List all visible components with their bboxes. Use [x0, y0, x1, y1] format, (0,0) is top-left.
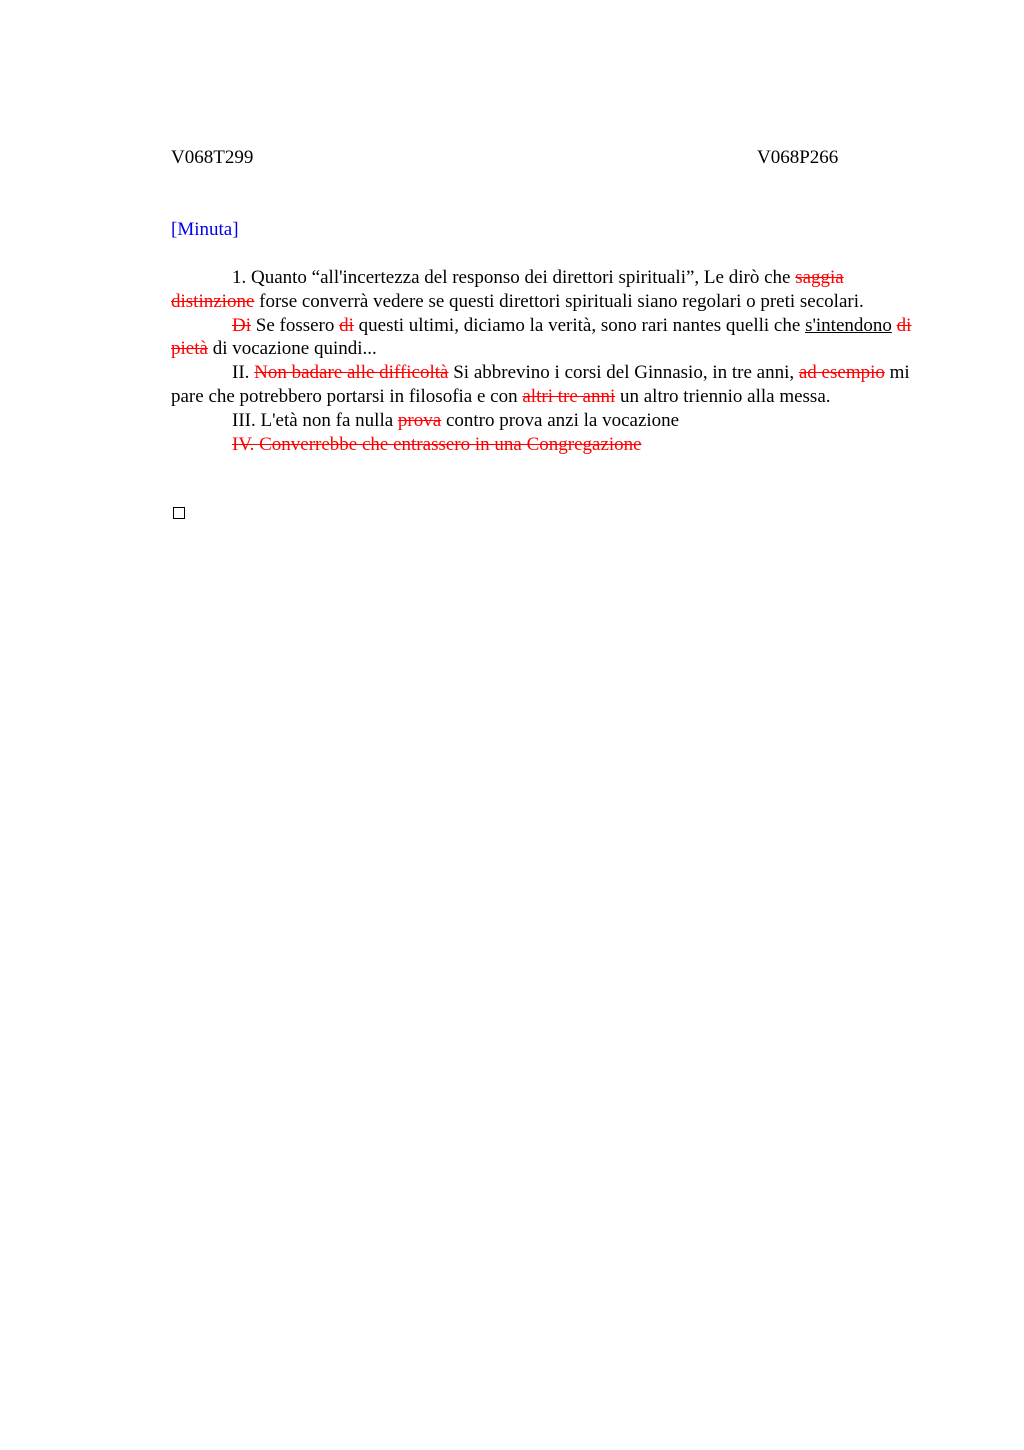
- document-code-left: V068T299: [171, 147, 254, 168]
- checkbox-icon: [173, 507, 185, 519]
- deleted-text: altri tre anni: [522, 385, 616, 407]
- paragraph-3-text-c: mi pare che potrebbero portarsi in filosofia e con: [171, 362, 910, 407]
- paragraph-1-text-a: 1. Quanto “all'incertezza del responso dei direttori spirituali”, Le dirò che: [232, 267, 796, 288]
- paragraph-3: [171, 361, 931, 409]
- deleted-text: saggia distinzione: [171, 267, 844, 312]
- paragraph-1-text-b: forse converrà vedere se questi direttori spirituali siano regolari o preti secolari.: [254, 290, 864, 312]
- deleted-text: Di: [232, 314, 251, 336]
- paragraph-2: [171, 314, 931, 362]
- paragraph-2-text-d: di vocazione quindi...: [207, 338, 377, 360]
- document-code-right: V068P266: [757, 147, 839, 168]
- paragraph-4-text-a: III. L'età non fa nulla: [232, 409, 398, 431]
- paragraph-3-text-d: un altro triennio alla messa.: [615, 385, 831, 407]
- minuta-label: [Minuta]: [171, 219, 239, 240]
- deleted-text: IV. Converrebbe che entrassero in una Congregazione: [232, 433, 642, 455]
- paragraph-2-text-b: questi ultimi, diciamo la verità, sono rari nantes quelli che: [353, 314, 806, 336]
- deleted-text: ad esempio: [798, 362, 885, 384]
- paragraph-1: [171, 266, 931, 314]
- paragraph-5: [171, 433, 931, 457]
- deleted-text: prova: [397, 409, 442, 431]
- underlined-text: s'intendono: [805, 314, 892, 336]
- paragraph-3-text-b: Si abbrevino i corsi del Ginnasio, in tre anni,: [448, 362, 799, 384]
- deleted-text: di: [339, 314, 354, 336]
- deleted-text: Non badare alle difficoltà: [254, 362, 449, 384]
- paragraph-4-text-b: contro prova anzi la vocazione: [441, 409, 680, 431]
- paragraph-4: [171, 409, 931, 433]
- paragraph-2-text-a: Se fossero: [251, 314, 340, 336]
- document-body: [171, 266, 931, 456]
- deleted-text: di pietà: [171, 314, 912, 360]
- paragraph-3-text-a: II.: [232, 362, 255, 384]
